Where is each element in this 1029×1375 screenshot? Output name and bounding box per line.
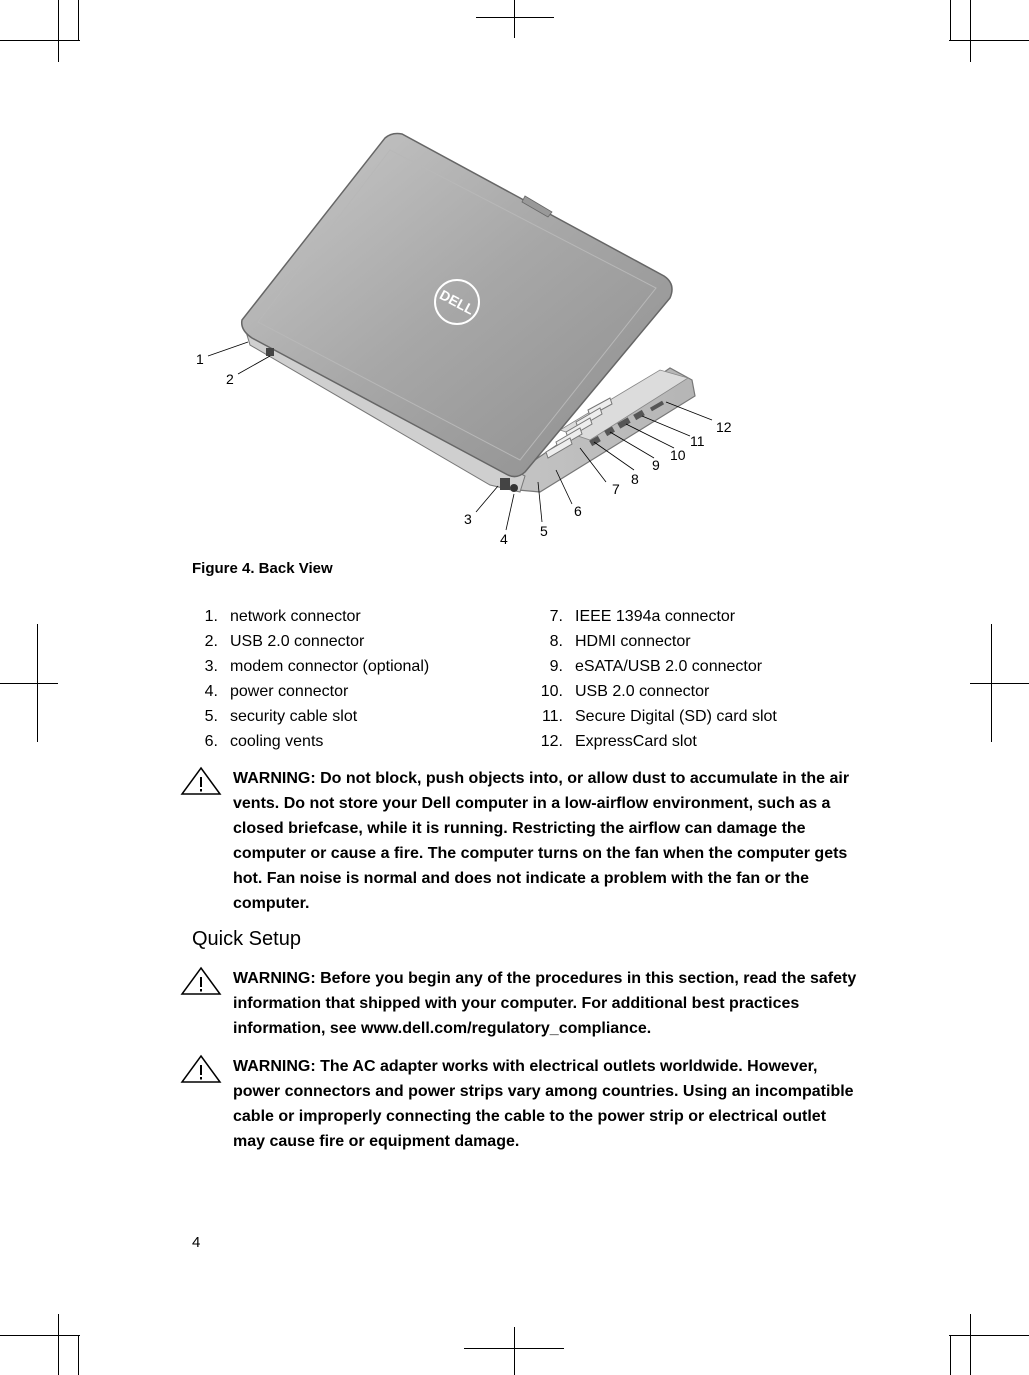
callout-9: 9 xyxy=(652,457,660,473)
laptop-back-view-figure xyxy=(180,120,760,550)
list-item: 8. HDMI connector xyxy=(549,633,691,650)
warning-icon xyxy=(180,966,222,996)
callout-3: 3 xyxy=(464,511,472,527)
legend-column-left xyxy=(190,604,510,754)
warning-icon xyxy=(180,766,222,796)
list-item: 7. IEEE 1394a connector xyxy=(549,608,736,625)
warning-ac-adapter xyxy=(180,1054,860,1154)
callout-5: 5 xyxy=(540,523,548,539)
figure-caption: Figure 4. Back View xyxy=(192,560,333,577)
warning-text: WARNING: The AC adapter works with electrical outlets worldwide. However, power connectors and power strips vary among countries. Using an incompatible cable or improperly connecting the cable to the power strip or electrical outlet may cause fire or equipment damage. xyxy=(233,1058,854,1150)
callout-11: 11 xyxy=(690,433,705,449)
list-item: 5. security cable slot xyxy=(204,708,358,725)
callout-10: 10 xyxy=(670,447,686,463)
network-port xyxy=(500,478,510,490)
list-item: 3. modem connector (optional) xyxy=(204,658,430,675)
power-port xyxy=(510,484,518,492)
callout-6: 6 xyxy=(574,503,582,519)
list-item: 9. eSATA/USB 2.0 connector xyxy=(549,658,763,675)
warning-safety xyxy=(180,966,860,1041)
list-item: 12. ExpressCard slot xyxy=(540,733,697,750)
section-title: Quick Setup xyxy=(192,928,301,950)
rear-port-left xyxy=(266,348,274,356)
callout-7: 7 xyxy=(612,481,620,497)
dell-logo-text: DELL xyxy=(437,286,477,318)
warning-icon xyxy=(180,1054,222,1084)
warning-text: WARNING: Do not block, push objects into, or allow dust to accumulate in the air vents. Do not store your Dell computer in a low-airflow environment, such as a closed briefcase, while it is running. Restricting the airflow can damage the computer or cause a fire. The computer turns on the fan when the computer gets hot. Fan noise is normal and does not indicate a problem with the fan or the computer. xyxy=(233,770,850,912)
callout-2: 2 xyxy=(226,371,234,387)
laptop-illustration xyxy=(180,120,760,550)
callout-8: 8 xyxy=(631,471,639,487)
list-item: 6. cooling vents xyxy=(204,733,324,750)
warning-airflow xyxy=(180,766,860,916)
list-item: 2. USB 2.0 connector xyxy=(204,633,365,650)
legend-column-right xyxy=(535,604,855,754)
list-item: 10. USB 2.0 connector xyxy=(540,683,710,700)
callout-4: 4 xyxy=(500,531,508,547)
warning-text: WARNING: Before you begin any of the procedures in this section, read the safety information that shipped with your computer. For additional best practices information, see www.dell.com/regulatory_compliance. xyxy=(233,970,857,1037)
callout-12: 12 xyxy=(716,419,732,435)
list-item: 1. network connector xyxy=(204,608,361,625)
page-number: 4 xyxy=(192,1234,201,1251)
list-item: 4. power connector xyxy=(204,683,349,700)
list-item: 11. Secure Digital (SD) card slot xyxy=(541,708,777,725)
callout-1: 1 xyxy=(196,351,204,367)
